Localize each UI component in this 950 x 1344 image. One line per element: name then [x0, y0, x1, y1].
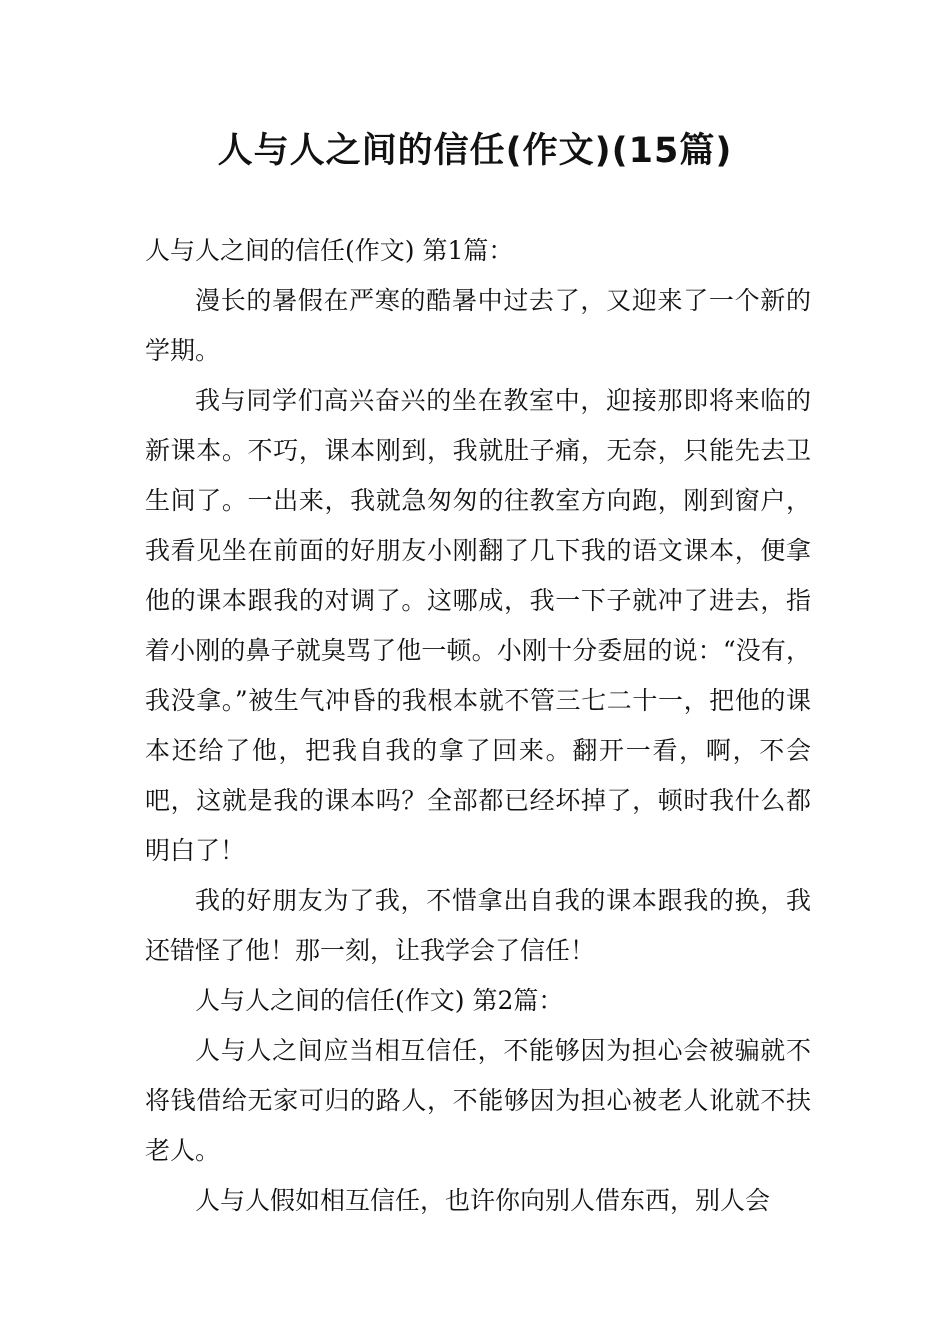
- paragraph: 我的好朋友为了我，不惜拿出自我的课本跟我的换，我还错怪了他！那一刻，让我学会了信任！: [145, 886, 811, 965]
- document-body: [145, 226, 811, 1226]
- section-heading-1: 人与人之间的信任(作文) 第1篇：: [145, 236, 514, 265]
- section-heading-2: 人与人之间的信任(作文) 第2篇：: [195, 986, 564, 1015]
- paragraph: 我与同学们高兴奋兴的坐在教室中，迎接那即将来临的新课本。不巧，课本刚到，我就肚子痛，无奈，只能先去卫生间了。一出来，我就急匆匆的往教室方向跑，刚到窗户，我看见坐在前面的好朋友小刚翻了几下我的语文课本，便拿他的课本跟我的对调了。这哪成，我一下子就冲了进去，指着小刚的鼻子就臭骂了他一顿。小刚十分委屈的说：“没有，我没拿。”被生气冲昏的我根本就不管三七二十一，把他的课本还给了他，把我自我的拿了回来。翻开一看，啊，不会吧，这就是我的课本吗？全部都已经坏掉了，顿时我什么都明白了！: [145, 386, 811, 865]
- document-title: 人与人之间的信任(作文)(15篇): [217, 131, 733, 171]
- paragraph: 人与人之间应当相互信任，不能够因为担心会被骗就不将钱借给无家可归的路人，不能够因为担心被老人讹就不扶老人。: [145, 1036, 811, 1165]
- paragraph: 漫长的暑假在严寒的酷暑中过去了，又迎来了一个新的学期。: [145, 286, 811, 365]
- paragraph: 人与人假如相互信任，也许你向别人借东西，别人会: [195, 1186, 771, 1215]
